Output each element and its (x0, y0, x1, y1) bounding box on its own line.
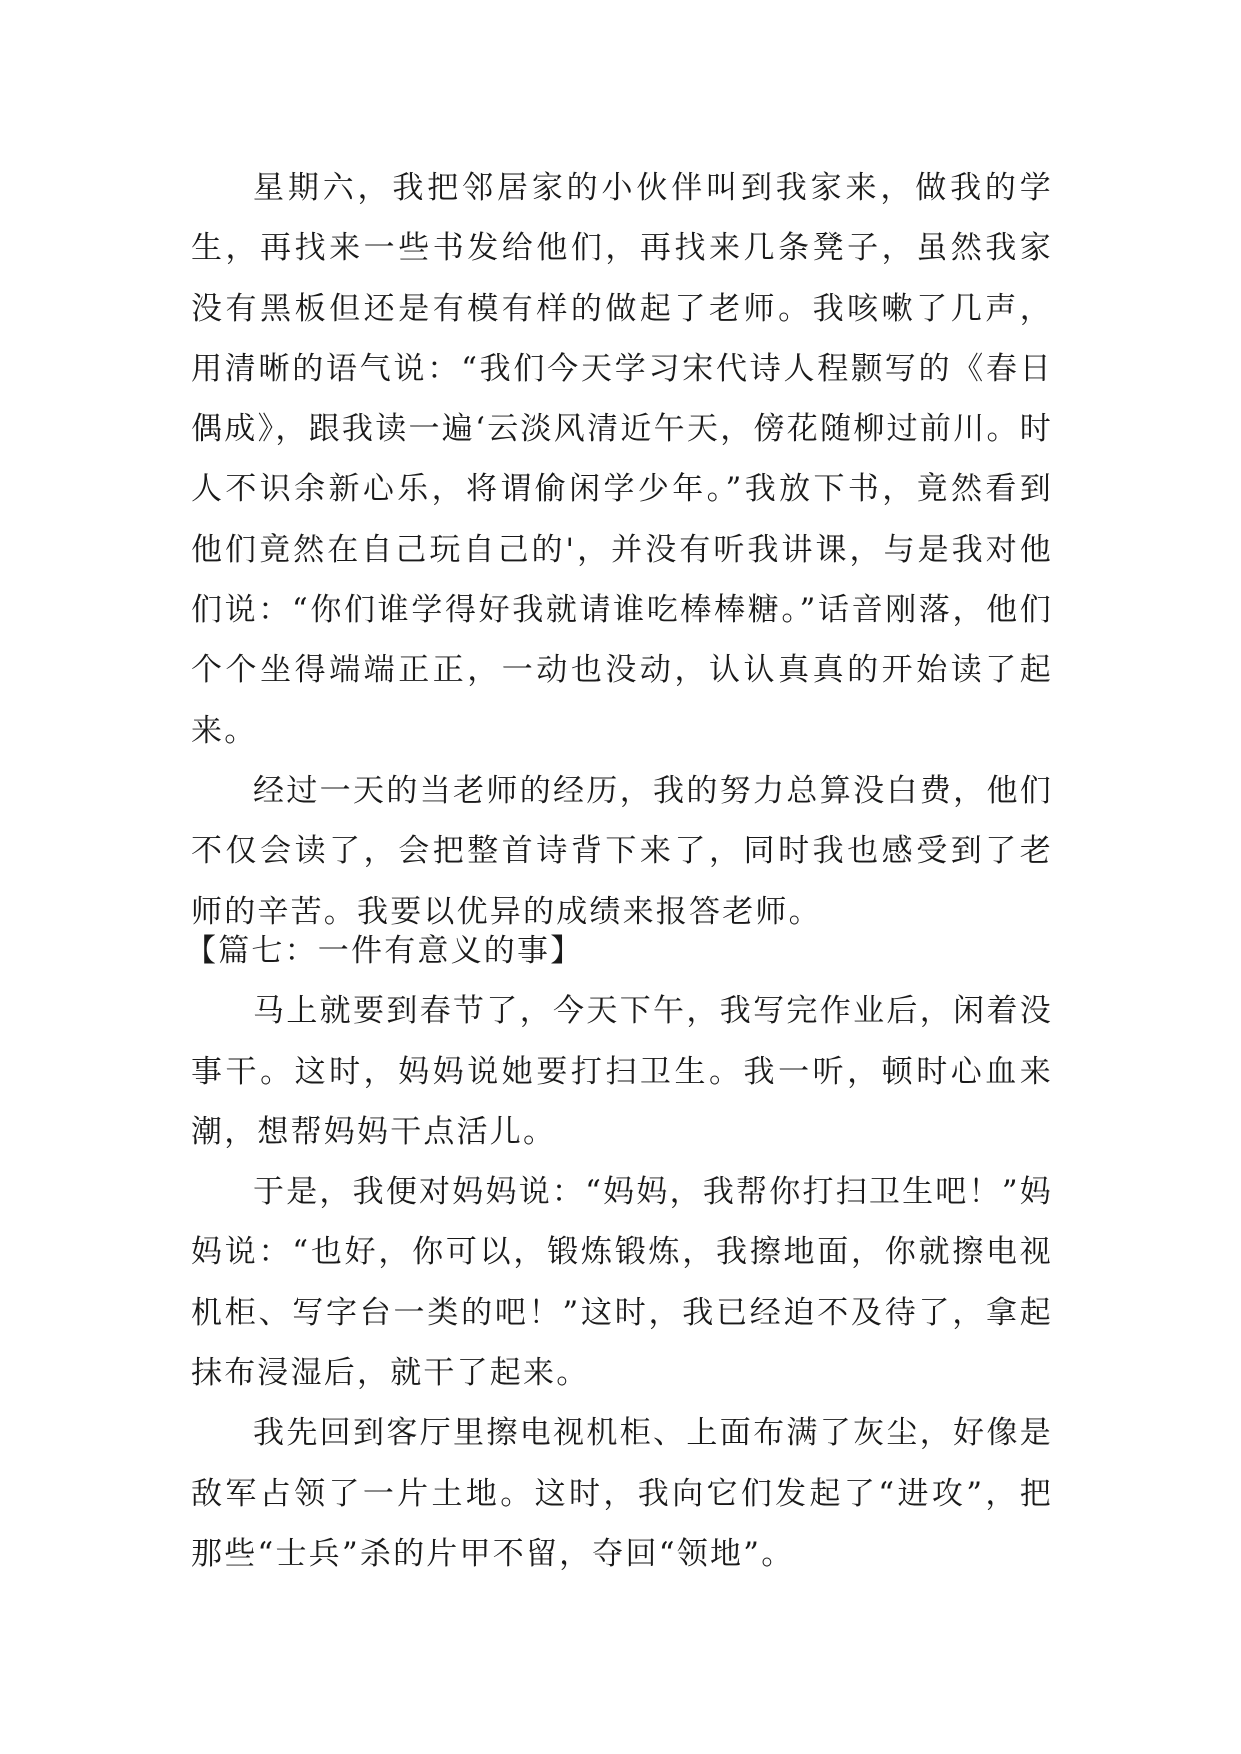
paragraph-cleaning: 我先回到客厅里擦电视机柜、上面布满了灰尘，好像是敌军占领了一片土地。这时，我向它们发起了“进攻”，把那些“士兵”杀的片甲不留，夺回“领地”。 (191, 1415, 1053, 1572)
paragraph-teacher-conclusion: 经过一天的当老师的经历，我的努力总算没白费，他们不仅会读了，会把整首诗背下来了，同时我也感受到了老师的辛苦。我要以优异的成绩来报答老师。 (191, 772, 1053, 930)
paragraph-offer-help: 于是，我便对妈妈说：“妈妈，我帮你打扫卫生吧！”妈妈说：“也好，你可以，锻炼锻炼，我擦地面，你就擦电视机柜、写字台一类的吧！”这时，我已经迫不及待了，拿起抹布浸湿后，就干了起来。 (191, 1174, 1053, 1392)
body-text-top (191, 158, 1053, 942)
paragraph-teacher-story: 星期六，我把邻居家的小伙伴叫到我家来，做我的学生，再找来一些书发给他们，再找来几条凳子，虽然我家没有黑板但还是有模有样的做起了老师。我咳嗽了几声，用清晰的语气说：“我们今天学习宋代诗人程颢写的《春日偶成》，跟我读一遍‘云淡风清近午天，傍花随柳过前川。时人不识余新心乐，将谓偷闲学少年。”我放下书，竟然看到他们竟然在自己玩自己的'，并没有听我讲课，与是我对他们说：“你们谁学得好我就请谁吃棒棒糖。”话音刚落，他们个个坐得端端正正，一动也没动，认认真真的开始读了起来。 (191, 170, 1053, 749)
paragraph-spring-festival: 马上就要到春节了，今天下午，我写完作业后，闲着没事干。这时，妈妈说她要打扫卫生。我一听，顿时心血来潮，想帮妈妈干点活儿。 (191, 993, 1053, 1150)
body-text-bottom (185, 921, 1053, 1584)
section-heading: 【篇七：一件有意义的事】 (185, 933, 584, 969)
